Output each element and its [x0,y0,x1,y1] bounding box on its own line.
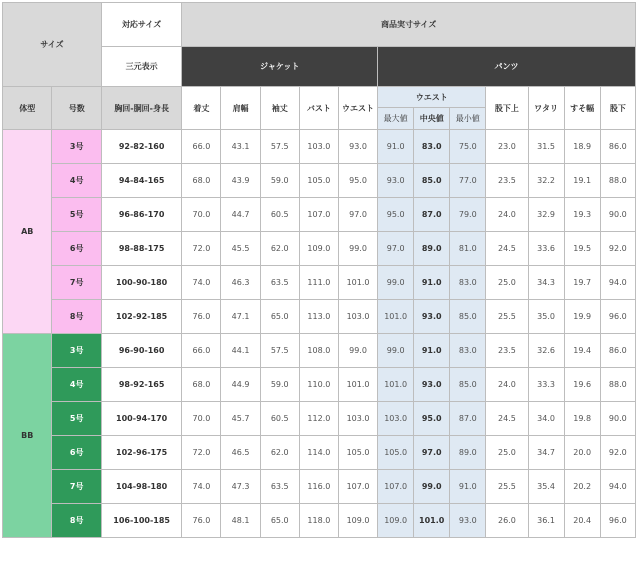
jacket-shoulder-header: 肩幅 [221,87,260,130]
pants-rise-cell: 24.0 [486,198,528,232]
chest-waist-height-cell: 100-94-170 [101,402,181,436]
pants-thigh-cell: 32.2 [528,164,564,198]
waist-min-cell: 87.0 [450,402,486,436]
jacket-header: ジャケット [182,47,378,87]
pants-waist-header: ウエスト [378,87,486,108]
table-row [3,334,636,368]
waist-max-cell: 99.0 [378,334,414,368]
jacket-sleeve-cell: 63.5 [260,470,299,504]
jacket-bust-cell: 103.0 [299,130,338,164]
table-row [3,198,636,232]
jacket-shoulder-cell: 47.1 [221,300,260,334]
waist-mid-cell: 91.0 [414,266,450,300]
jacket-bust-cell: 116.0 [299,470,338,504]
jacket-sleeve-cell: 60.5 [260,198,299,232]
waist-mid-cell: 101.0 [414,504,450,538]
product-actual-size-header: 商品実寸サイズ [182,3,636,47]
jacket-length-cell: 72.0 [182,232,221,266]
pants-inseam-cell: 88.0 [600,164,635,198]
body-type-cell: BB [3,334,52,538]
pants-hem-cell: 19.3 [564,198,600,232]
jacket-length-cell: 70.0 [182,402,221,436]
jacket-length-cell: 76.0 [182,504,221,538]
waist-min-header: 最小値 [450,108,486,130]
pants-hem-cell: 19.6 [564,368,600,402]
pants-thigh-cell: 33.6 [528,232,564,266]
table-row [3,436,636,470]
pants-rise-cell: 23.0 [486,130,528,164]
chest-waist-height-cell: 100-90-180 [101,266,181,300]
waist-mid-cell: 89.0 [414,232,450,266]
jacket-bust-cell: 110.0 [299,368,338,402]
pants-inseam-cell: 92.0 [600,232,635,266]
pants-header: パンツ [378,47,636,87]
chest-waist-height-cell: 96-86-170 [101,198,181,232]
table-row [3,504,636,538]
waist-mid-cell: 85.0 [414,164,450,198]
jacket-sleeve-cell: 65.0 [260,504,299,538]
jacket-length-cell: 72.0 [182,436,221,470]
size-number-cell: 5号 [52,198,101,232]
waist-mid-cell: 93.0 [414,368,450,402]
pants-inseam-cell: 86.0 [600,130,635,164]
waist-max-header: 最大値 [378,108,414,130]
jacket-shoulder-cell: 44.1 [221,334,260,368]
body-type-header: 体型 [3,87,52,130]
three-element-display-header: 三元表示 [101,47,181,87]
waist-max-cell: 97.0 [378,232,414,266]
waist-max-cell: 107.0 [378,470,414,504]
jacket-sleeve-cell: 63.5 [260,266,299,300]
jacket-sleeve-cell: 60.5 [260,402,299,436]
pants-hem-cell: 18.9 [564,130,600,164]
waist-min-cell: 83.0 [450,334,486,368]
pants-inseam-cell: 88.0 [600,368,635,402]
waist-max-cell: 101.0 [378,368,414,402]
chest-waist-height-cell: 106-100-185 [101,504,181,538]
table-row [3,300,636,334]
waist-mid-cell: 91.0 [414,334,450,368]
body-type-cell: AB [3,130,52,334]
pants-thigh-cell: 32.9 [528,198,564,232]
pants-rise-cell: 24.0 [486,368,528,402]
jacket-waist-cell: 103.0 [338,300,377,334]
pants-inseam-cell: 94.0 [600,470,635,504]
waist-max-cell: 95.0 [378,198,414,232]
jacket-sleeve-header: 袖丈 [260,87,299,130]
chest-waist-height-cell: 92-82-160 [101,130,181,164]
waist-mid-cell: 87.0 [414,198,450,232]
pants-inseam-cell: 90.0 [600,198,635,232]
size-number-cell: 4号 [52,164,101,198]
waist-max-cell: 99.0 [378,266,414,300]
waist-mid-cell: 99.0 [414,470,450,504]
size-number-cell: 7号 [52,470,101,504]
pants-hem-cell: 19.8 [564,402,600,436]
corresponding-size-header: 対応サイズ [101,3,181,47]
jacket-bust-cell: 112.0 [299,402,338,436]
size-number-cell: 6号 [52,232,101,266]
waist-min-cell: 79.0 [450,198,486,232]
jacket-sleeve-cell: 57.5 [260,334,299,368]
waist-mid-cell: 83.0 [414,130,450,164]
pants-hem-cell: 19.4 [564,334,600,368]
pants-hem-cell: 20.4 [564,504,600,538]
pants-inseam-cell: 96.0 [600,300,635,334]
jacket-shoulder-cell: 46.3 [221,266,260,300]
jacket-bust-cell: 107.0 [299,198,338,232]
pants-rise-cell: 25.5 [486,300,528,334]
pants-rise-cell: 26.0 [486,504,528,538]
header-row-1 [3,3,636,47]
waist-min-cell: 75.0 [450,130,486,164]
pants-hem-cell: 19.5 [564,232,600,266]
chest-waist-height-header: 胸回-胴回-身長 [101,87,181,130]
waist-min-cell: 93.0 [450,504,486,538]
pants-inseam-cell: 96.0 [600,504,635,538]
waist-max-cell: 103.0 [378,402,414,436]
jacket-shoulder-cell: 45.7 [221,402,260,436]
jacket-length-cell: 68.0 [182,164,221,198]
jacket-waist-cell: 101.0 [338,368,377,402]
waist-mid-cell: 97.0 [414,436,450,470]
waist-mid-cell: 95.0 [414,402,450,436]
waist-max-cell: 101.0 [378,300,414,334]
pants-rise-header: 股下上 [486,87,528,130]
jacket-length-cell: 74.0 [182,470,221,504]
pants-inseam-cell: 92.0 [600,436,635,470]
waist-max-cell: 93.0 [378,164,414,198]
jacket-bust-cell: 105.0 [299,164,338,198]
size-number-cell: 8号 [52,504,101,538]
pants-inseam-header: 股下 [600,87,635,130]
chest-waist-height-cell: 104-98-180 [101,470,181,504]
waist-max-cell: 105.0 [378,436,414,470]
pants-rise-cell: 23.5 [486,164,528,198]
jacket-bust-header: バスト [299,87,338,130]
jacket-sleeve-cell: 57.5 [260,130,299,164]
size-number-cell: 5号 [52,402,101,436]
pants-inseam-cell: 94.0 [600,266,635,300]
jacket-bust-cell: 109.0 [299,232,338,266]
pants-thigh-header: ワタリ [528,87,564,130]
jacket-sleeve-cell: 62.0 [260,436,299,470]
pants-inseam-cell: 90.0 [600,402,635,436]
size-number-cell: 7号 [52,266,101,300]
chest-waist-height-cell: 94-84-165 [101,164,181,198]
chest-waist-height-cell: 98-92-165 [101,368,181,402]
pants-thigh-cell: 35.4 [528,470,564,504]
waist-min-cell: 77.0 [450,164,486,198]
size-number-cell: 4号 [52,368,101,402]
pants-thigh-cell: 34.3 [528,266,564,300]
size-number-cell: 3号 [52,334,101,368]
pants-hem-header: すそ幅 [564,87,600,130]
jacket-sleeve-cell: 59.0 [260,164,299,198]
chest-waist-height-cell: 98-88-175 [101,232,181,266]
jacket-shoulder-cell: 44.9 [221,368,260,402]
jacket-waist-header: ウエスト [338,87,377,130]
jacket-waist-cell: 101.0 [338,266,377,300]
waist-min-cell: 91.0 [450,470,486,504]
pants-rise-cell: 24.5 [486,232,528,266]
table-row [3,402,636,436]
pants-thigh-cell: 32.6 [528,334,564,368]
pants-inseam-cell: 86.0 [600,334,635,368]
pants-hem-cell: 19.7 [564,266,600,300]
pants-thigh-cell: 35.0 [528,300,564,334]
jacket-waist-cell: 97.0 [338,198,377,232]
waist-min-cell: 83.0 [450,266,486,300]
jacket-length-cell: 66.0 [182,334,221,368]
jacket-waist-cell: 103.0 [338,402,377,436]
jacket-bust-cell: 111.0 [299,266,338,300]
jacket-waist-cell: 99.0 [338,232,377,266]
table-row [3,368,636,402]
jacket-length-cell: 68.0 [182,368,221,402]
size-chart-table [2,2,636,538]
table-row [3,266,636,300]
size-number-cell: 6号 [52,436,101,470]
jacket-waist-cell: 107.0 [338,470,377,504]
table-row [3,470,636,504]
pants-rise-cell: 25.0 [486,266,528,300]
jacket-length-cell: 76.0 [182,300,221,334]
jacket-length-cell: 66.0 [182,130,221,164]
size-number-cell: 3号 [52,130,101,164]
pants-rise-cell: 23.5 [486,334,528,368]
pants-hem-cell: 19.9 [564,300,600,334]
jacket-waist-cell: 109.0 [338,504,377,538]
jacket-sleeve-cell: 62.0 [260,232,299,266]
jacket-length-cell: 74.0 [182,266,221,300]
waist-min-cell: 81.0 [450,232,486,266]
pants-thigh-cell: 33.3 [528,368,564,402]
waist-min-cell: 89.0 [450,436,486,470]
chest-waist-height-cell: 102-92-185 [101,300,181,334]
table-row [3,232,636,266]
jacket-shoulder-cell: 43.9 [221,164,260,198]
jacket-waist-cell: 93.0 [338,130,377,164]
table-row [3,164,636,198]
jacket-sleeve-cell: 65.0 [260,300,299,334]
pants-hem-cell: 20.0 [564,436,600,470]
jacket-length-header: 着丈 [182,87,221,130]
jacket-shoulder-cell: 47.3 [221,470,260,504]
waist-max-cell: 109.0 [378,504,414,538]
chest-waist-height-cell: 102-96-175 [101,436,181,470]
jacket-shoulder-cell: 44.7 [221,198,260,232]
jacket-bust-cell: 113.0 [299,300,338,334]
jacket-waist-cell: 105.0 [338,436,377,470]
jacket-shoulder-cell: 45.5 [221,232,260,266]
header-row-3 [3,87,636,108]
waist-max-cell: 91.0 [378,130,414,164]
waist-mid-cell: 93.0 [414,300,450,334]
jacket-shoulder-cell: 46.5 [221,436,260,470]
jacket-sleeve-cell: 59.0 [260,368,299,402]
jacket-bust-cell: 108.0 [299,334,338,368]
jacket-length-cell: 70.0 [182,198,221,232]
waist-min-cell: 85.0 [450,300,486,334]
pants-rise-cell: 25.0 [486,436,528,470]
jacket-shoulder-cell: 48.1 [221,504,260,538]
jacket-shoulder-cell: 43.1 [221,130,260,164]
size-number-header: 号数 [52,87,101,130]
jacket-bust-cell: 114.0 [299,436,338,470]
jacket-bust-cell: 118.0 [299,504,338,538]
chest-waist-height-cell: 96-90-160 [101,334,181,368]
pants-thigh-cell: 34.7 [528,436,564,470]
table-row [3,130,636,164]
jacket-waist-cell: 95.0 [338,164,377,198]
waist-min-cell: 85.0 [450,368,486,402]
size-number-cell: 8号 [52,300,101,334]
pants-hem-cell: 20.2 [564,470,600,504]
pants-hem-cell: 19.1 [564,164,600,198]
size-header: サイズ [3,3,102,87]
jacket-waist-cell: 99.0 [338,334,377,368]
pants-thigh-cell: 36.1 [528,504,564,538]
pants-rise-cell: 24.5 [486,402,528,436]
pants-rise-cell: 25.5 [486,470,528,504]
pants-thigh-cell: 31.5 [528,130,564,164]
pants-thigh-cell: 34.0 [528,402,564,436]
waist-mid-header: 中央値 [414,108,450,130]
